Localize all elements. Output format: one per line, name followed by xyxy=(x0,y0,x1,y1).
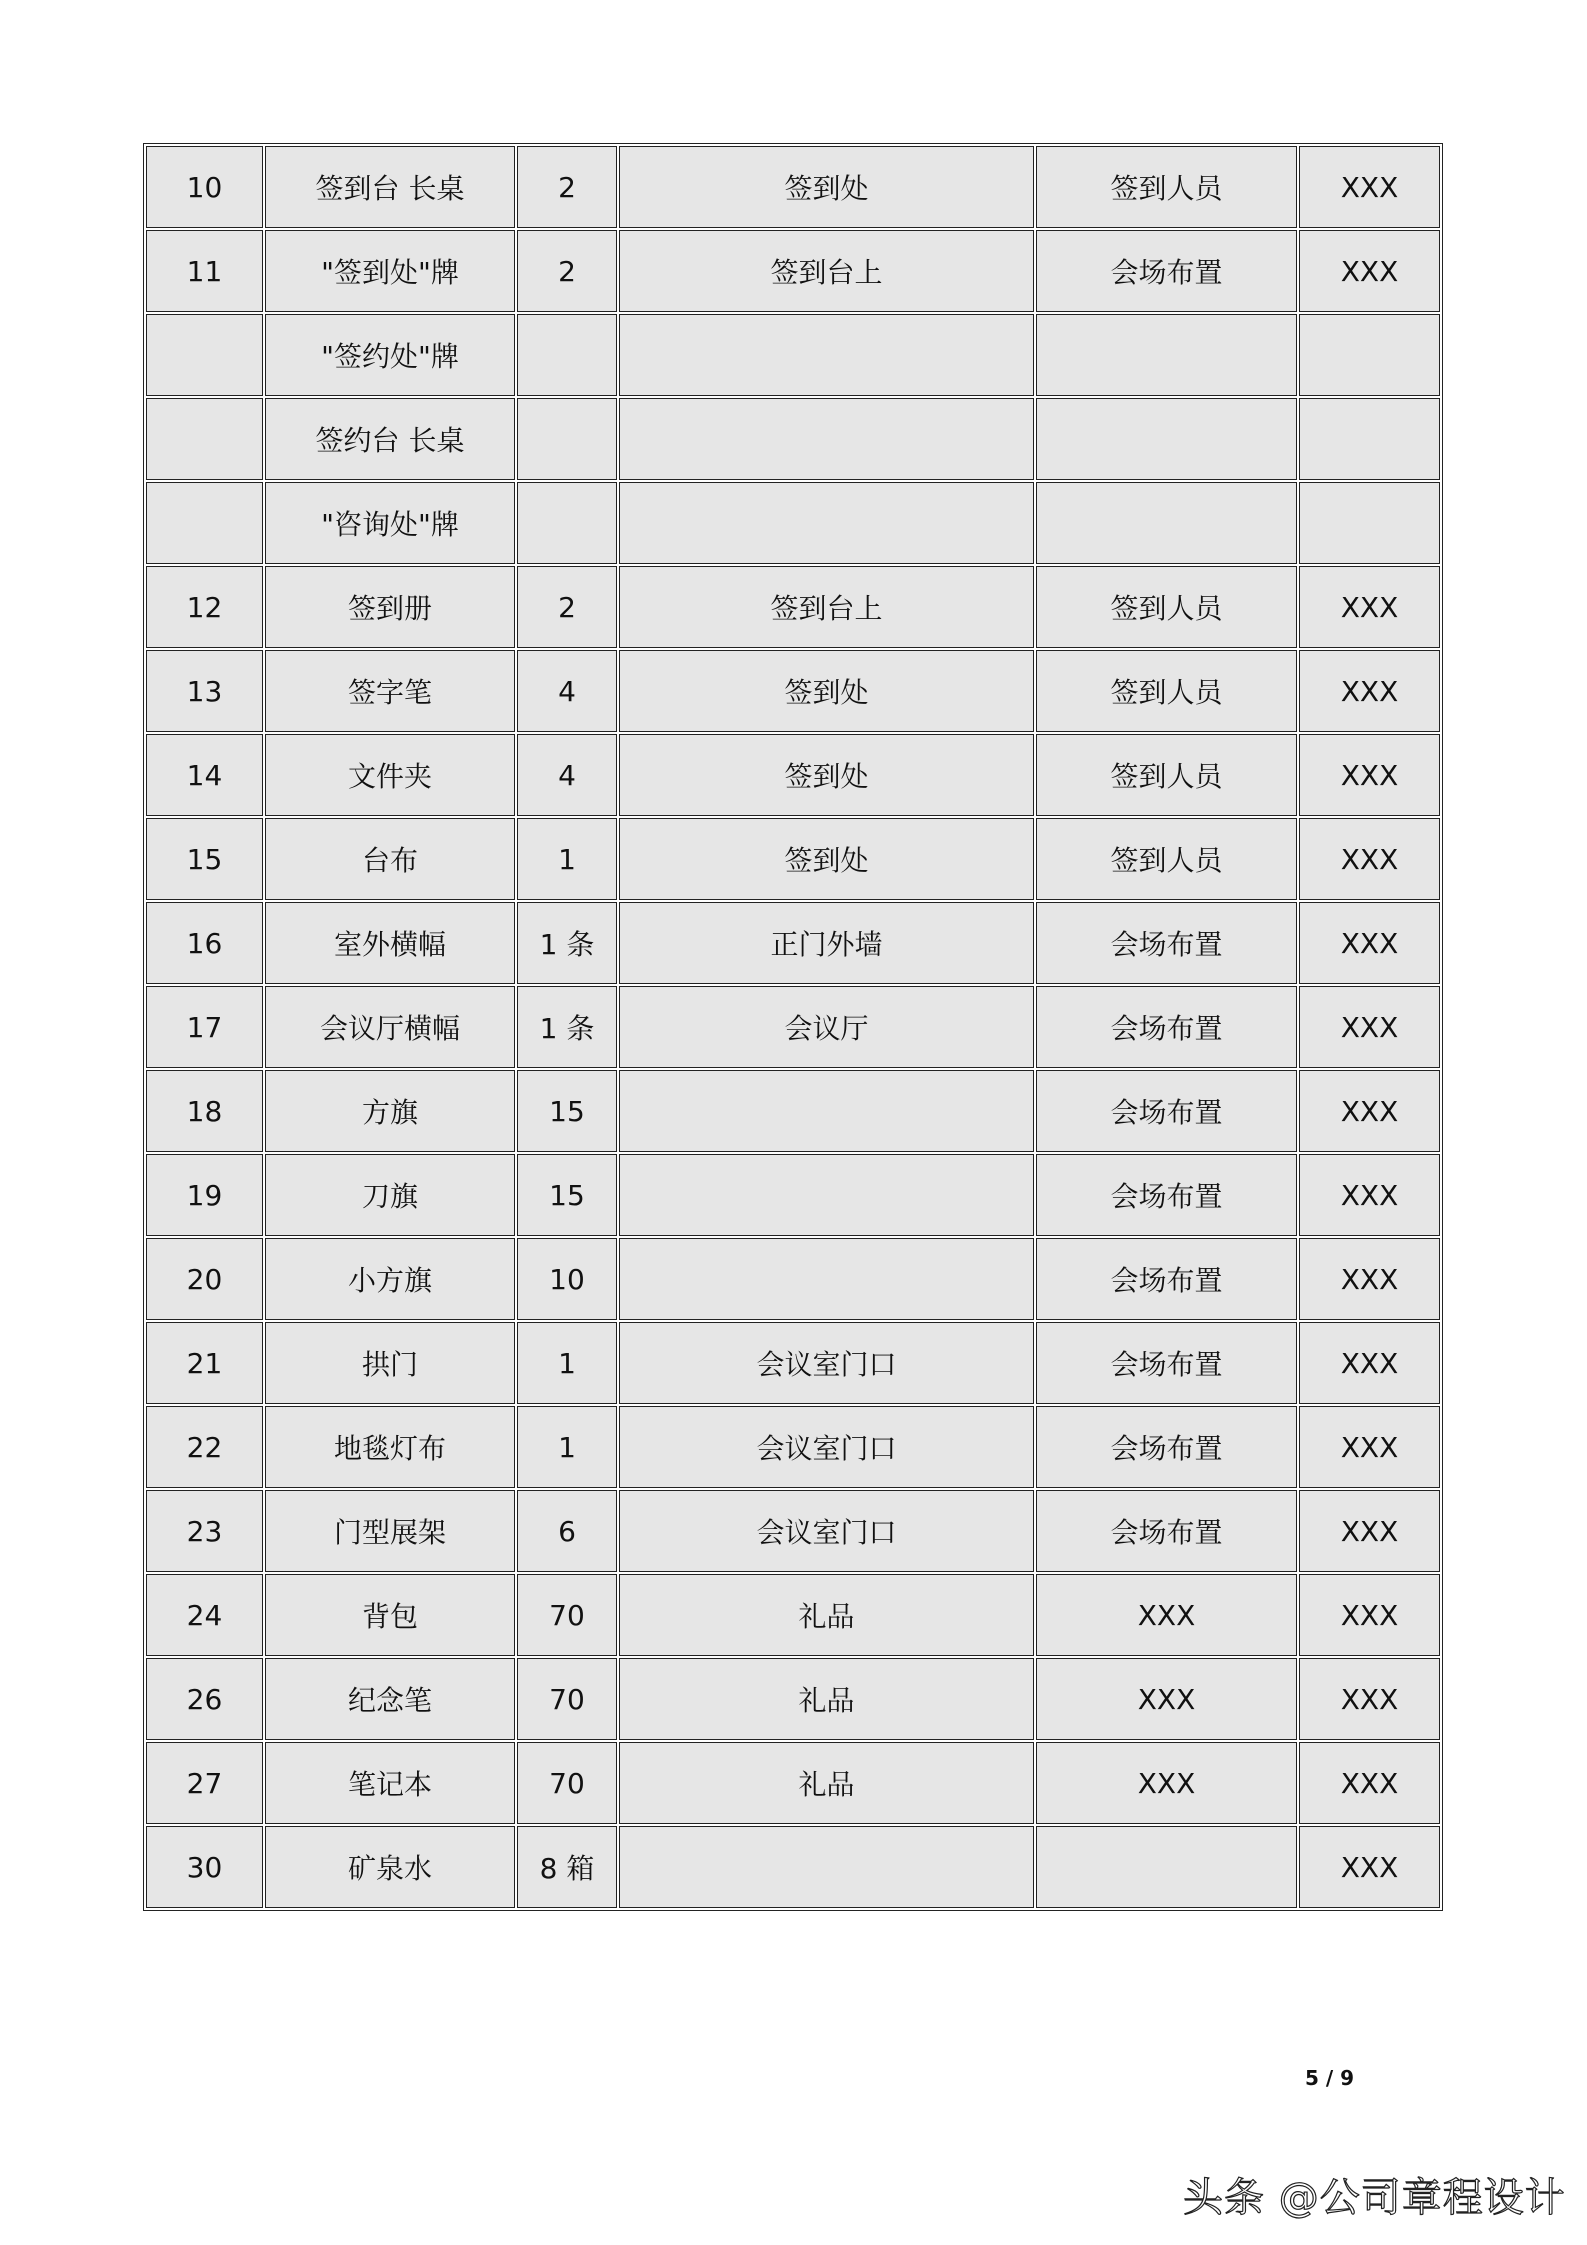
cell-responsible: 签到人员 xyxy=(1036,566,1297,648)
cell-item-name: 台布 xyxy=(265,818,515,900)
table-row xyxy=(146,734,1440,816)
cell-responsible: 会场布置 xyxy=(1036,1406,1297,1488)
table-row xyxy=(146,482,1440,564)
cell-index: 20 xyxy=(146,1238,263,1320)
cell-index: 10 xyxy=(146,146,263,228)
cell-owner: XXX xyxy=(1299,1322,1440,1404)
cell-responsible: 签到人员 xyxy=(1036,734,1297,816)
cell-item-name: 签到台 长桌 xyxy=(265,146,515,228)
cell-location: 会议室门口 xyxy=(619,1490,1034,1572)
cell-index: 17 xyxy=(146,986,263,1068)
table-row xyxy=(146,1154,1440,1236)
cell-index: 30 xyxy=(146,1826,263,1908)
cell-owner: XXX xyxy=(1299,1238,1440,1320)
cell-item-name: "签到处"牌 xyxy=(265,230,515,312)
cell-owner xyxy=(1299,482,1440,564)
cell-quantity: 6 xyxy=(517,1490,617,1572)
page-number: 5 / 9 xyxy=(1305,2066,1355,2090)
table-row xyxy=(146,902,1440,984)
cell-item-name: 地毯灯布 xyxy=(265,1406,515,1488)
table-row xyxy=(146,146,1440,228)
table-row xyxy=(146,1238,1440,1320)
cell-responsible: 会场布置 xyxy=(1036,986,1297,1068)
cell-index: 15 xyxy=(146,818,263,900)
table-row xyxy=(146,1742,1440,1824)
table-row xyxy=(146,1490,1440,1572)
item-table-body xyxy=(146,146,1440,1908)
cell-location xyxy=(619,1238,1034,1320)
table-row xyxy=(146,986,1440,1068)
cell-quantity: 70 xyxy=(517,1574,617,1656)
cell-location: 会议室门口 xyxy=(619,1406,1034,1488)
cell-quantity xyxy=(517,314,617,396)
cell-item-name: 背包 xyxy=(265,1574,515,1656)
cell-owner xyxy=(1299,398,1440,480)
cell-owner: XXX xyxy=(1299,734,1440,816)
cell-owner: XXX xyxy=(1299,650,1440,732)
cell-owner: XXX xyxy=(1299,1490,1440,1572)
cell-quantity: 2 xyxy=(517,566,617,648)
cell-owner: XXX xyxy=(1299,1574,1440,1656)
cell-index: 14 xyxy=(146,734,263,816)
cell-quantity: 2 xyxy=(517,230,617,312)
cell-location: 签到台上 xyxy=(619,566,1034,648)
cell-index: 22 xyxy=(146,1406,263,1488)
cell-quantity xyxy=(517,482,617,564)
watermark: 头条 @公司章程设计 xyxy=(1183,2175,1566,2221)
cell-responsible: 签到人员 xyxy=(1036,146,1297,228)
cell-responsible: XXX xyxy=(1036,1742,1297,1824)
cell-item-name: "咨询处"牌 xyxy=(265,482,515,564)
cell-quantity: 70 xyxy=(517,1742,617,1824)
table-row xyxy=(146,566,1440,648)
cell-responsible xyxy=(1036,314,1297,396)
cell-quantity: 10 xyxy=(517,1238,617,1320)
cell-quantity: 15 xyxy=(517,1070,617,1152)
cell-responsible: 会场布置 xyxy=(1036,1238,1297,1320)
cell-responsible: XXX xyxy=(1036,1574,1297,1656)
cell-item-name: 签到册 xyxy=(265,566,515,648)
cell-responsible: 会场布置 xyxy=(1036,1154,1297,1236)
cell-location xyxy=(619,1826,1034,1908)
cell-owner: XXX xyxy=(1299,146,1440,228)
cell-owner: XXX xyxy=(1299,1154,1440,1236)
cell-responsible: 会场布置 xyxy=(1036,902,1297,984)
table-row xyxy=(146,398,1440,480)
cell-responsible: 会场布置 xyxy=(1036,1322,1297,1404)
cell-owner: XXX xyxy=(1299,1406,1440,1488)
cell-item-name: 方旗 xyxy=(265,1070,515,1152)
cell-item-name: 签约台 长桌 xyxy=(265,398,515,480)
item-table xyxy=(143,143,1443,1911)
cell-index: 19 xyxy=(146,1154,263,1236)
cell-location xyxy=(619,482,1034,564)
table-row xyxy=(146,314,1440,396)
cell-owner: XXX xyxy=(1299,1742,1440,1824)
cell-location: 签到处 xyxy=(619,818,1034,900)
cell-index: 18 xyxy=(146,1070,263,1152)
cell-item-name: 纪念笔 xyxy=(265,1658,515,1740)
cell-owner: XXX xyxy=(1299,902,1440,984)
cell-index xyxy=(146,482,263,564)
cell-location: 签到处 xyxy=(619,734,1034,816)
cell-quantity: 1 xyxy=(517,1406,617,1488)
cell-responsible: 会场布置 xyxy=(1036,1490,1297,1572)
cell-item-name: 笔记本 xyxy=(265,1742,515,1824)
cell-location xyxy=(619,1154,1034,1236)
cell-index: 16 xyxy=(146,902,263,984)
cell-quantity: 2 xyxy=(517,146,617,228)
table-row xyxy=(146,1406,1440,1488)
cell-location: 签到处 xyxy=(619,146,1034,228)
cell-location: 正门外墙 xyxy=(619,902,1034,984)
cell-owner: XXX xyxy=(1299,1658,1440,1740)
cell-index: 12 xyxy=(146,566,263,648)
cell-item-name: 门型展架 xyxy=(265,1490,515,1572)
table-row xyxy=(146,1070,1440,1152)
cell-quantity: 1 条 xyxy=(517,902,617,984)
cell-index: 21 xyxy=(146,1322,263,1404)
cell-item-name: 刀旗 xyxy=(265,1154,515,1236)
cell-responsible: 会场布置 xyxy=(1036,230,1297,312)
cell-quantity: 1 条 xyxy=(517,986,617,1068)
cell-index: 24 xyxy=(146,1574,263,1656)
cell-index: 13 xyxy=(146,650,263,732)
cell-quantity: 8 箱 xyxy=(517,1826,617,1908)
cell-location: 签到台上 xyxy=(619,230,1034,312)
cell-quantity xyxy=(517,398,617,480)
table-row xyxy=(146,230,1440,312)
cell-item-name: 文件夹 xyxy=(265,734,515,816)
cell-responsible xyxy=(1036,398,1297,480)
cell-location: 礼品 xyxy=(619,1742,1034,1824)
cell-owner: XXX xyxy=(1299,986,1440,1068)
cell-responsible xyxy=(1036,482,1297,564)
cell-owner: XXX xyxy=(1299,818,1440,900)
cell-index xyxy=(146,398,263,480)
cell-index: 23 xyxy=(146,1490,263,1572)
cell-index xyxy=(146,314,263,396)
cell-item-name: 拱门 xyxy=(265,1322,515,1404)
cell-responsible: 签到人员 xyxy=(1036,818,1297,900)
cell-quantity: 1 xyxy=(517,818,617,900)
cell-quantity: 70 xyxy=(517,1658,617,1740)
cell-index: 27 xyxy=(146,1742,263,1824)
cell-location: 礼品 xyxy=(619,1574,1034,1656)
cell-responsible: 会场布置 xyxy=(1036,1070,1297,1152)
cell-owner: XXX xyxy=(1299,566,1440,648)
cell-location: 签到处 xyxy=(619,650,1034,732)
cell-responsible: XXX xyxy=(1036,1658,1297,1740)
table-row xyxy=(146,1658,1440,1740)
cell-location xyxy=(619,314,1034,396)
cell-owner xyxy=(1299,314,1440,396)
cell-quantity: 15 xyxy=(517,1154,617,1236)
cell-location: 礼品 xyxy=(619,1658,1034,1740)
cell-index: 11 xyxy=(146,230,263,312)
cell-item-name: 小方旗 xyxy=(265,1238,515,1320)
cell-quantity: 4 xyxy=(517,650,617,732)
cell-index: 26 xyxy=(146,1658,263,1740)
cell-item-name: 室外横幅 xyxy=(265,902,515,984)
cell-responsible: 签到人员 xyxy=(1036,650,1297,732)
table-row xyxy=(146,650,1440,732)
cell-item-name: 会议厅横幅 xyxy=(265,986,515,1068)
cell-item-name: 矿泉水 xyxy=(265,1826,515,1908)
table-row xyxy=(146,1826,1440,1908)
cell-responsible xyxy=(1036,1826,1297,1908)
table-row xyxy=(146,818,1440,900)
cell-owner: XXX xyxy=(1299,230,1440,312)
cell-location: 会议室门口 xyxy=(619,1322,1034,1404)
table-row xyxy=(146,1574,1440,1656)
cell-quantity: 4 xyxy=(517,734,617,816)
cell-owner: XXX xyxy=(1299,1070,1440,1152)
cell-location xyxy=(619,1070,1034,1152)
cell-quantity: 1 xyxy=(517,1322,617,1404)
cell-location xyxy=(619,398,1034,480)
cell-location: 会议厅 xyxy=(619,986,1034,1068)
cell-item-name: 签字笔 xyxy=(265,650,515,732)
cell-item-name: "签约处"牌 xyxy=(265,314,515,396)
table-row xyxy=(146,1322,1440,1404)
cell-owner: XXX xyxy=(1299,1826,1440,1908)
